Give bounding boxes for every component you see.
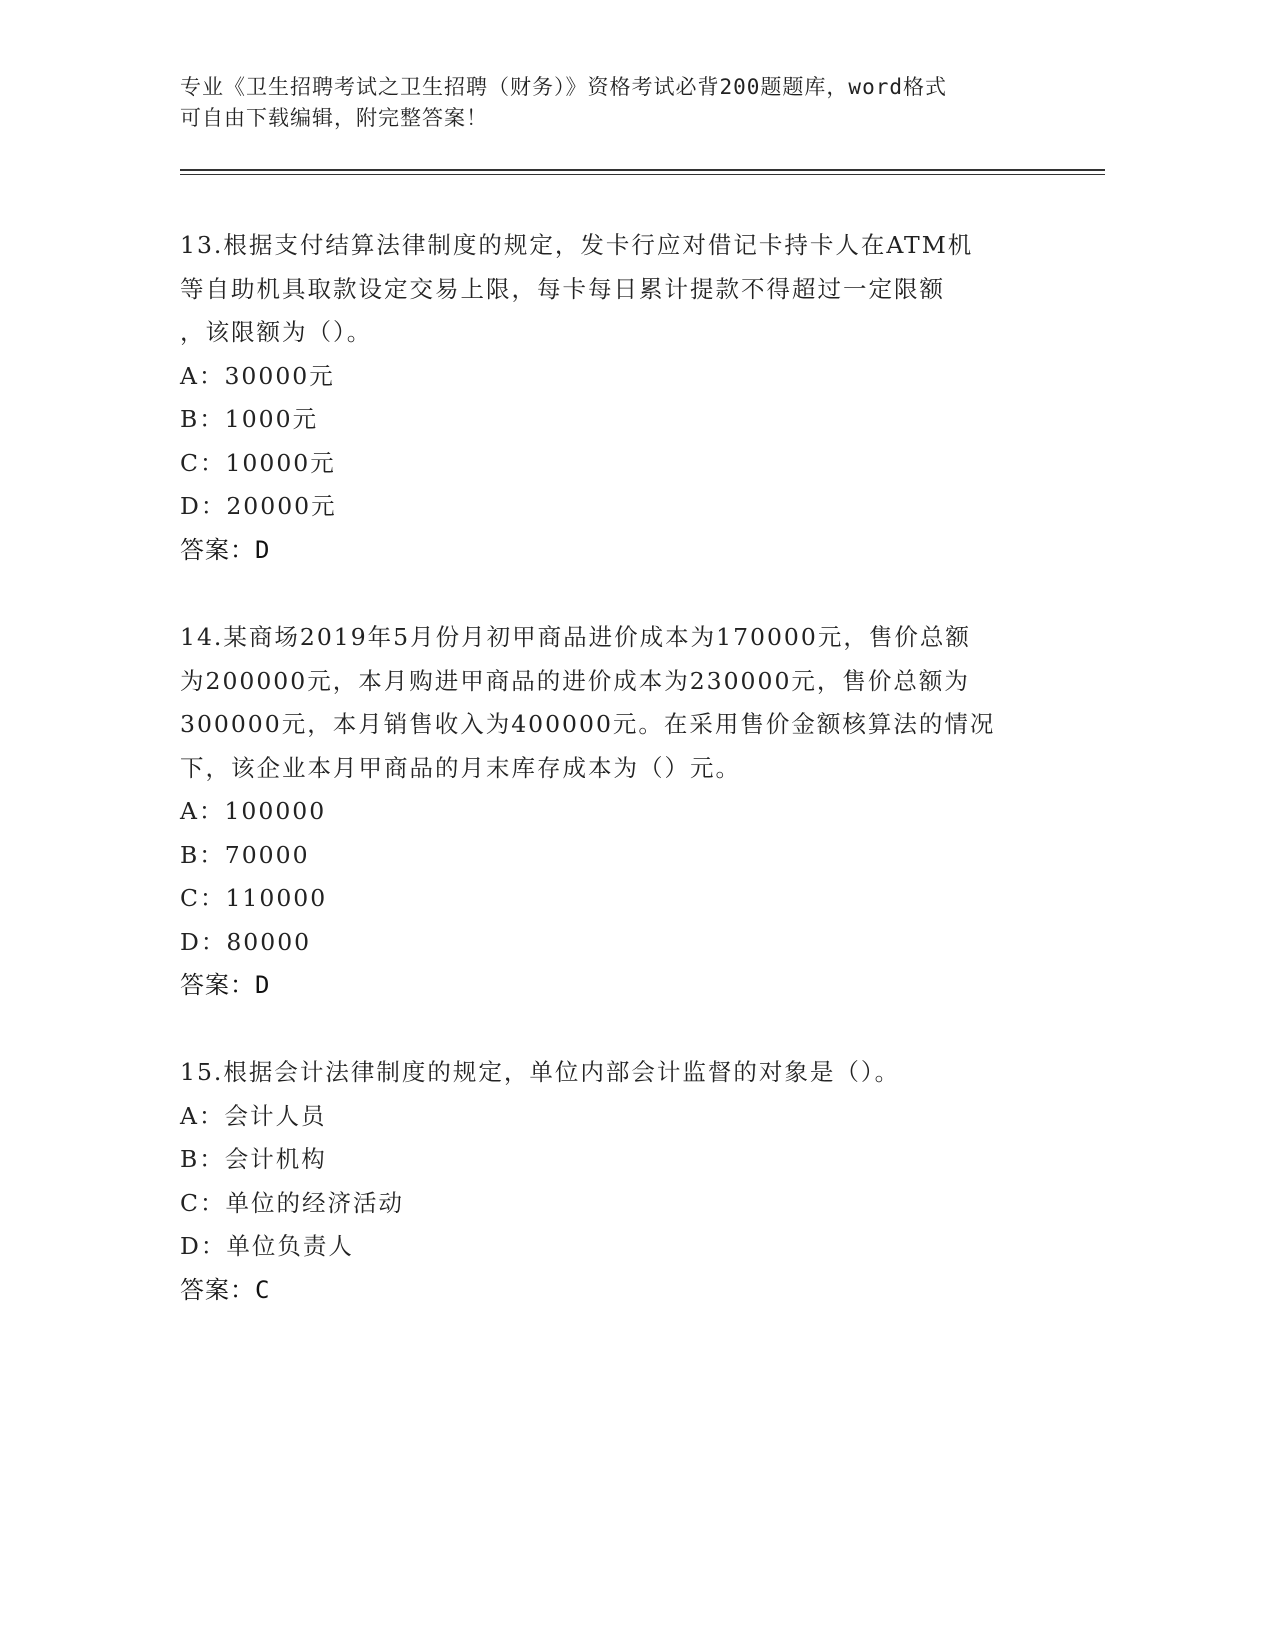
question-line: 等自助机具取款设定交易上限，每卡每日累计提款不得超过一定限额: [180, 274, 945, 303]
question-line: ，该限额为（）。: [180, 318, 373, 346]
option-d: D：20000元: [180, 492, 337, 520]
header-divider: [180, 169, 1105, 171]
option-d: D：单位负责人: [180, 1232, 354, 1260]
option-d: D：80000: [180, 927, 312, 956]
question-15: [180, 1051, 1050, 1312]
question-text: [180, 224, 1050, 355]
question-13: [180, 224, 1050, 572]
option-b: B：70000: [180, 840, 310, 869]
question-14: [180, 616, 1050, 1008]
option-a: A：会计人员: [180, 1101, 327, 1130]
option-b: B：1000元: [180, 405, 319, 433]
header-line: 可自由下载编辑，附完整答案！: [180, 106, 488, 130]
header-line: 专业《卫生招聘考试之卫生招聘（财务）》资格考试必背200题题库，word格式: [180, 75, 947, 99]
option-c: C：单位的经济活动: [180, 1188, 404, 1217]
document-header: [180, 72, 1060, 134]
question-line: 13.根据支付结算法律制度的规定，发卡行应对借记卡持卡人在ATM机: [180, 231, 974, 259]
option-c: C：10000元: [180, 448, 336, 477]
question-text: [180, 1051, 1050, 1095]
option-c: C：110000: [180, 884, 328, 912]
question-line: 为200000元，本月购进甲商品的进价成本为230000元，售价总额为: [180, 666, 970, 695]
option-a: A：30000元: [180, 361, 335, 390]
question-line: 15.根据会计法律制度的规定，单位内部会计监督的对象是（）。: [180, 1058, 901, 1086]
answer: 答案：D: [180, 535, 271, 564]
answer: 答案：D: [180, 971, 271, 999]
question-text: [180, 616, 1050, 790]
question-line: 下，该企业本月甲商品的月末库存成本为（）元。: [180, 753, 741, 782]
option-a: A：100000: [180, 797, 327, 825]
question-line: 300000元，本月销售收入为400000元。在采用售价金额核算法的情况: [180, 710, 996, 738]
question-line: 14.某商场2019年5月份月初甲商品进价成本为170000元，售价总额: [180, 623, 971, 651]
header-divider-thin: [180, 174, 1105, 175]
option-b: B：会计机构: [180, 1145, 327, 1173]
answer: 答案：C: [180, 1275, 271, 1304]
